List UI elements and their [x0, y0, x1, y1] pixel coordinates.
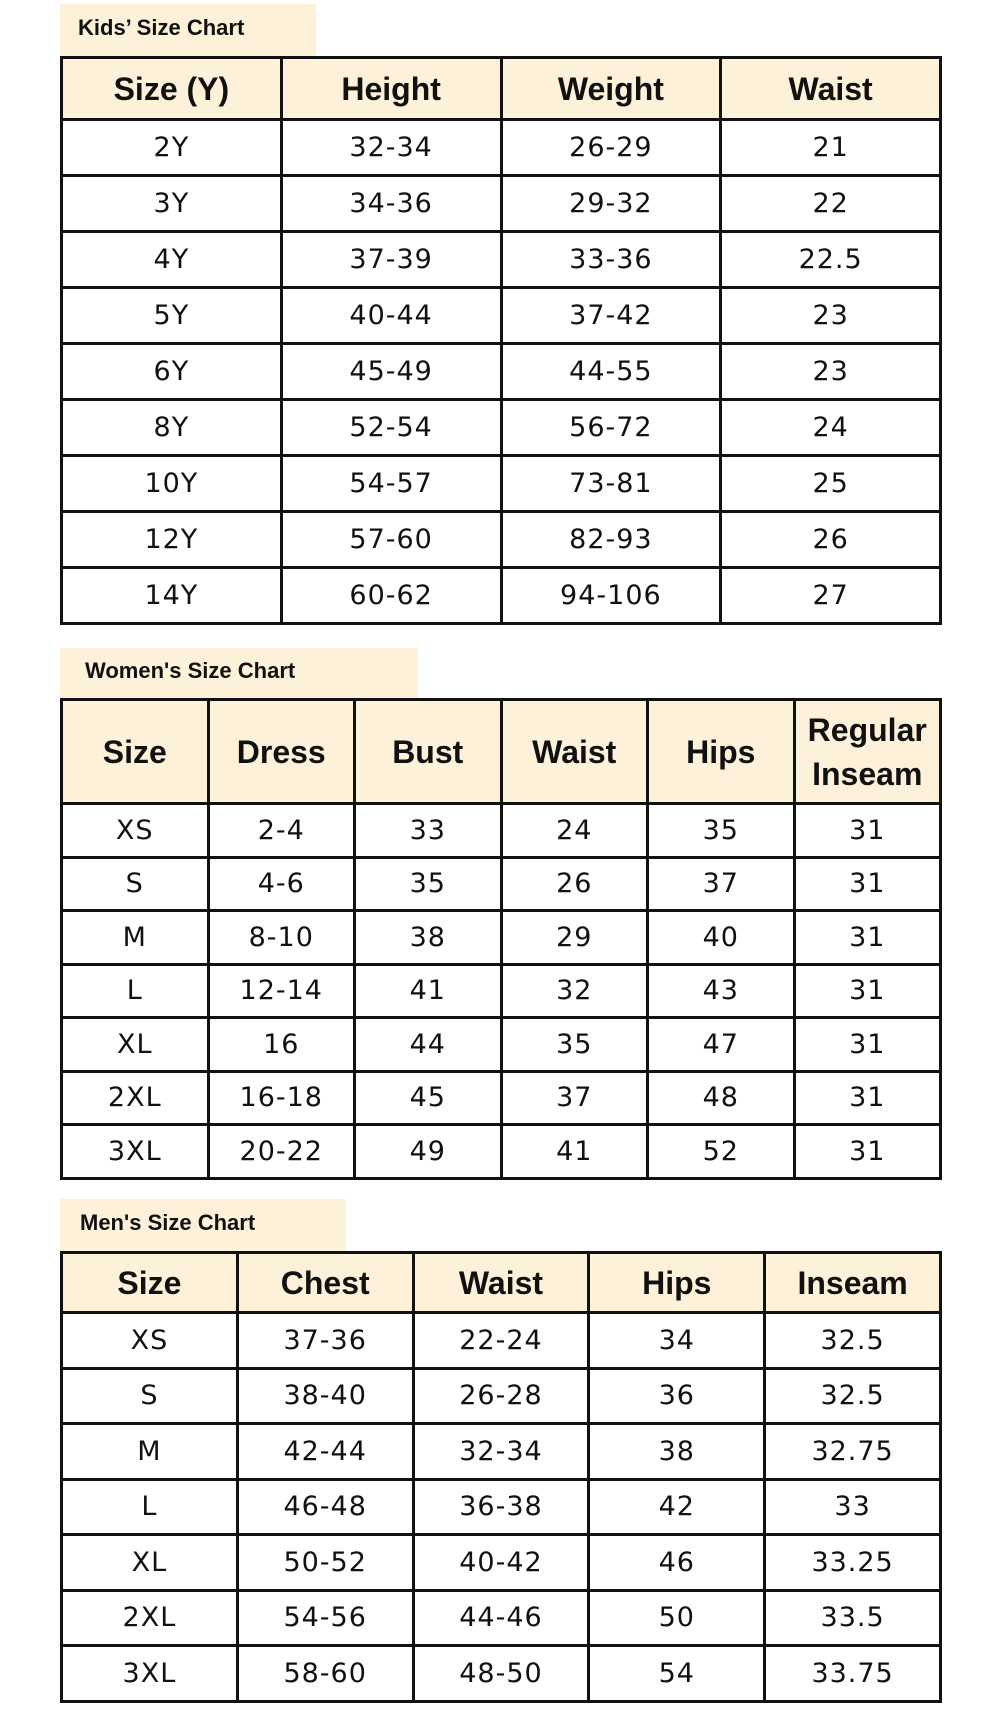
table-cell: 33.25	[765, 1535, 941, 1591]
table-cell: 31	[794, 804, 941, 858]
column-header: Hips	[589, 1253, 765, 1313]
table-row	[62, 1646, 941, 1702]
column-header: Height	[281, 58, 501, 120]
table-cell: 2XL	[62, 1590, 238, 1646]
table-cell: 34	[589, 1313, 765, 1369]
table-cell: XL	[62, 1535, 238, 1591]
table-cell: 38	[589, 1424, 765, 1480]
table-row	[62, 804, 941, 858]
table-cell: 22-24	[413, 1313, 589, 1369]
table-cell: 21	[721, 120, 941, 176]
table-cell: 5Y	[62, 288, 282, 344]
table-row	[62, 568, 941, 624]
column-header: Waist	[413, 1253, 589, 1313]
table-cell: 33	[355, 804, 502, 858]
table-cell: 60-62	[281, 568, 501, 624]
table-cell: 26-28	[413, 1368, 589, 1424]
table-cell: 35	[355, 857, 502, 911]
table-cell: 54-57	[281, 456, 501, 512]
column-header: Size	[62, 1253, 238, 1313]
table-cell: XL	[62, 1018, 209, 1072]
table-cell: 50-52	[237, 1535, 413, 1591]
table-cell: 3Y	[62, 176, 282, 232]
womens-chart-title: Women's Size Chart	[60, 648, 418, 698]
table-cell: 44	[355, 1018, 502, 1072]
table-cell: 32.5	[765, 1368, 941, 1424]
table-row	[62, 1018, 941, 1072]
table-cell: 54	[589, 1646, 765, 1702]
table-cell: 41	[501, 1125, 648, 1179]
table-cell: 37	[648, 857, 795, 911]
table-row	[62, 964, 941, 1018]
table-cell: 4-6	[208, 857, 355, 911]
column-header: Regular Inseam	[794, 700, 941, 804]
column-header: Waist	[721, 58, 941, 120]
table-cell: XS	[62, 804, 209, 858]
table-cell: 38	[355, 911, 502, 965]
table-row	[62, 1071, 941, 1125]
table-row	[62, 1125, 941, 1179]
table-cell: 8-10	[208, 911, 355, 965]
table-cell: 29	[501, 911, 648, 965]
table-cell: 26	[501, 857, 648, 911]
table-cell: 22	[721, 176, 941, 232]
table-cell: 45-49	[281, 344, 501, 400]
table-cell: 43	[648, 964, 795, 1018]
table-cell: 38-40	[237, 1368, 413, 1424]
table-cell: 40-42	[413, 1535, 589, 1591]
table-cell: 40-44	[281, 288, 501, 344]
table-cell: 47	[648, 1018, 795, 1072]
table-cell: 49	[355, 1125, 502, 1179]
column-header: Dress	[208, 700, 355, 804]
table-cell: 37-42	[501, 288, 721, 344]
table-cell: 73-81	[501, 456, 721, 512]
table-cell: 32.5	[765, 1313, 941, 1369]
table-cell: 37-36	[237, 1313, 413, 1369]
table-cell: 14Y	[62, 568, 282, 624]
table-row	[62, 1313, 941, 1369]
table-cell: 33	[765, 1479, 941, 1535]
table-cell: 52	[648, 1125, 795, 1179]
table-cell: 29-32	[501, 176, 721, 232]
kids-size-chart	[60, 4, 942, 620]
table-row	[62, 512, 941, 568]
table-cell: 33.75	[765, 1646, 941, 1702]
kids-size-table	[60, 56, 942, 625]
table-cell: 3XL	[62, 1125, 209, 1179]
table-row	[62, 120, 941, 176]
table-cell: 82-93	[501, 512, 721, 568]
table-cell: 2Y	[62, 120, 282, 176]
mens-size-table	[60, 1251, 942, 1703]
table-cell: S	[62, 857, 209, 911]
table-cell: 8Y	[62, 400, 282, 456]
table-cell: 48	[648, 1071, 795, 1125]
table-cell: 58-60	[237, 1646, 413, 1702]
table-cell: 52-54	[281, 400, 501, 456]
mens-chart-title: Men's Size Chart	[60, 1199, 346, 1251]
table-cell: 36	[589, 1368, 765, 1424]
table-cell: 41	[355, 964, 502, 1018]
table-cell: 54-56	[237, 1590, 413, 1646]
table-cell: 37	[501, 1071, 648, 1125]
table-cell: 2-4	[208, 804, 355, 858]
kids-chart-title: Kids’ Size Chart	[60, 4, 316, 56]
table-cell: 34-36	[281, 176, 501, 232]
womens-size-table	[60, 698, 942, 1180]
table-cell: 6Y	[62, 344, 282, 400]
table-cell: 24	[501, 804, 648, 858]
column-header: Chest	[237, 1253, 413, 1313]
table-cell: 42	[589, 1479, 765, 1535]
table-cell: 45	[355, 1071, 502, 1125]
womens-size-chart	[60, 648, 942, 1184]
table-cell: 32.75	[765, 1424, 941, 1480]
table-cell: 23	[721, 344, 941, 400]
table-cell: 33-36	[501, 232, 721, 288]
table-cell: 94-106	[501, 568, 721, 624]
table-cell: M	[62, 911, 209, 965]
table-row	[62, 1424, 941, 1480]
table-cell: 12Y	[62, 512, 282, 568]
table-cell: 27	[721, 568, 941, 624]
table-cell: 44-46	[413, 1590, 589, 1646]
table-cell: 57-60	[281, 512, 501, 568]
table-cell: 46-48	[237, 1479, 413, 1535]
table-cell: 10Y	[62, 456, 282, 512]
table-row	[62, 857, 941, 911]
table-cell: S	[62, 1368, 238, 1424]
table-cell: 2XL	[62, 1071, 209, 1125]
column-header: Inseam	[765, 1253, 941, 1313]
table-cell: 32-34	[281, 120, 501, 176]
table-row	[62, 176, 941, 232]
table-cell: 35	[501, 1018, 648, 1072]
column-header: Size (Y)	[62, 58, 282, 120]
table-row	[62, 1535, 941, 1591]
column-header: Bust	[355, 700, 502, 804]
table-row	[62, 344, 941, 400]
table-cell: M	[62, 1424, 238, 1480]
table-row	[62, 288, 941, 344]
table-cell: 31	[794, 1018, 941, 1072]
table-cell: 48-50	[413, 1646, 589, 1702]
table-cell: 31	[794, 1071, 941, 1125]
table-cell: 32-34	[413, 1424, 589, 1480]
table-cell: 16	[208, 1018, 355, 1072]
table-cell: 31	[794, 1125, 941, 1179]
table-row	[62, 911, 941, 965]
table-cell: 37-39	[281, 232, 501, 288]
table-row	[62, 232, 941, 288]
table-header-row	[62, 1253, 941, 1313]
table-cell: 3XL	[62, 1646, 238, 1702]
column-header: Waist	[501, 700, 648, 804]
table-header-row	[62, 58, 941, 120]
table-row	[62, 1590, 941, 1646]
table-header-row	[62, 700, 941, 804]
table-cell: XS	[62, 1313, 238, 1369]
table-cell: 35	[648, 804, 795, 858]
table-cell: 44-55	[501, 344, 721, 400]
table-cell: 42-44	[237, 1424, 413, 1480]
table-cell: 40	[648, 911, 795, 965]
column-header: Hips	[648, 700, 795, 804]
table-cell: 16-18	[208, 1071, 355, 1125]
table-cell: 36-38	[413, 1479, 589, 1535]
column-header: Weight	[501, 58, 721, 120]
table-cell: 56-72	[501, 400, 721, 456]
table-cell: 25	[721, 456, 941, 512]
table-cell: 31	[794, 911, 941, 965]
table-cell: 50	[589, 1590, 765, 1646]
table-cell: 33.5	[765, 1590, 941, 1646]
table-cell: 32	[501, 964, 648, 1018]
table-row	[62, 1368, 941, 1424]
mens-size-chart	[60, 1199, 942, 1705]
table-cell: L	[62, 964, 209, 1018]
table-cell: 31	[794, 857, 941, 911]
table-cell: 46	[589, 1535, 765, 1591]
table-cell: 12-14	[208, 964, 355, 1018]
table-cell: 23	[721, 288, 941, 344]
table-row	[62, 1479, 941, 1535]
table-cell: 26	[721, 512, 941, 568]
table-cell: 31	[794, 964, 941, 1018]
table-cell: 20-22	[208, 1125, 355, 1179]
table-cell: 22.5	[721, 232, 941, 288]
table-cell: 24	[721, 400, 941, 456]
table-cell: L	[62, 1479, 238, 1535]
table-row	[62, 400, 941, 456]
column-header: Size	[62, 700, 209, 804]
table-cell: 26-29	[501, 120, 721, 176]
table-cell: 4Y	[62, 232, 282, 288]
table-row	[62, 456, 941, 512]
